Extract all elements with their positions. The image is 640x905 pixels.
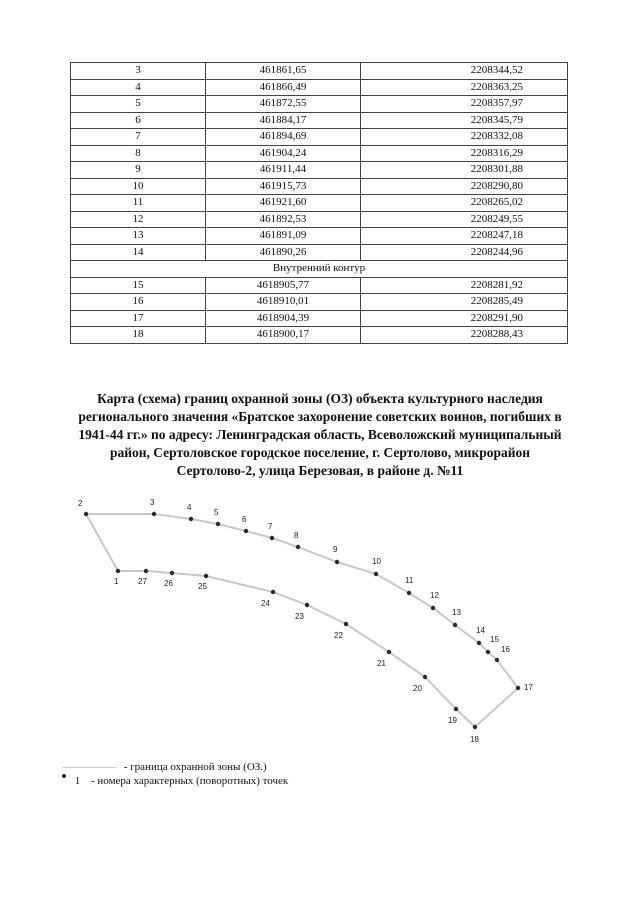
x-coordinate-cell: 4618900,17 — [206, 327, 361, 344]
map-point — [431, 606, 435, 610]
map-point-label: 5 — [214, 508, 219, 517]
y-coordinate-cell: 2208244,96 — [361, 244, 568, 261]
map-point-label: 16 — [501, 645, 510, 654]
map-point-label: 14 — [476, 626, 485, 635]
table-row — [71, 277, 568, 294]
y-coordinate-cell: 2208363,25 — [361, 79, 568, 96]
protection-zone-map — [0, 490, 640, 755]
x-coordinate-cell: 4618910,01 — [206, 294, 361, 311]
x-coordinate-cell: 461915,73 — [206, 178, 361, 195]
x-coordinate-cell: 461911,44 — [206, 162, 361, 179]
map-point — [516, 686, 520, 690]
title-line: Сертолово-2, улица Березовая, в районе д. №11 — [176, 463, 464, 478]
map-point — [495, 658, 499, 662]
point-number-cell: 16 — [71, 294, 206, 311]
table-row — [71, 96, 568, 113]
point-number-cell: 11 — [71, 195, 206, 212]
table-row — [71, 211, 568, 228]
map-point-label: 21 — [377, 659, 386, 668]
map-title — [70, 390, 570, 480]
point-number-cell: 3 — [71, 63, 206, 80]
map-point-label: 3 — [150, 498, 155, 507]
y-coordinate-cell: 2208285,49 — [361, 294, 568, 311]
map-point-label: 1 — [114, 577, 119, 586]
map-point-label: 15 — [490, 635, 499, 644]
section-label: Внутренний контур — [71, 261, 568, 278]
x-coordinate-cell: 461921,60 — [206, 195, 361, 212]
map-point-label: 24 — [261, 599, 270, 608]
map-point — [454, 707, 458, 711]
table-body-bottom — [71, 277, 568, 343]
x-coordinate-cell: 461884,17 — [206, 112, 361, 129]
map-point — [344, 622, 348, 626]
point-number-cell: 18 — [71, 327, 206, 344]
map-point-label: 12 — [430, 591, 439, 600]
x-coordinate-cell: 461861,65 — [206, 63, 361, 80]
map-point — [152, 512, 156, 516]
point-number-cell: 6 — [71, 112, 206, 129]
point-number-cell: 17 — [71, 310, 206, 327]
x-coordinate-cell: 461894,69 — [206, 129, 361, 146]
map-point — [244, 529, 248, 533]
map-point-label: 27 — [138, 577, 147, 586]
point-number-cell: 10 — [71, 178, 206, 195]
table-section — [71, 261, 568, 278]
map-point-label: 6 — [242, 515, 247, 524]
map-point-label: 26 — [164, 579, 173, 588]
title-line: 1941-44 гг.» по адресу: Ленинградская область, Всеволожский муниципальный — [78, 427, 562, 442]
point-number-cell: 15 — [71, 277, 206, 294]
map-point-label: 7 — [268, 522, 273, 531]
section-row — [71, 261, 568, 278]
map-point-label: 20 — [413, 684, 422, 693]
map-point — [84, 512, 88, 516]
map-point-label: 10 — [372, 557, 381, 566]
table-body-top — [71, 63, 568, 261]
map-point-label: 8 — [294, 531, 299, 540]
title-line: район, Сертоловское городское поселение, г. Сертолово, микрорайон — [109, 445, 531, 460]
map-point — [477, 641, 481, 645]
point-number-cell: 14 — [71, 244, 206, 261]
point-number-cell: 7 — [71, 129, 206, 146]
map-point — [374, 572, 378, 576]
map-point — [189, 517, 193, 521]
map-point-label: 9 — [333, 545, 338, 554]
x-coordinate-cell: 461890,26 — [206, 244, 361, 261]
point-dot-icon — [62, 774, 66, 778]
map-point-label: 25 — [198, 582, 207, 591]
map-point-label: 2 — [78, 499, 83, 508]
point-number-cell: 5 — [71, 96, 206, 113]
map-point — [204, 574, 208, 578]
y-coordinate-cell: 2208316,29 — [361, 145, 568, 162]
x-coordinate-cell: 4618905,77 — [206, 277, 361, 294]
y-coordinate-cell: 2208301,88 — [361, 162, 568, 179]
y-coordinate-cell: 2208247,18 — [361, 228, 568, 245]
y-coordinate-cell: 2208357,97 — [361, 96, 568, 113]
table-row — [71, 310, 568, 327]
map-point — [335, 560, 339, 564]
y-coordinate-cell: 2208291,90 — [361, 310, 568, 327]
x-coordinate-cell: 4618904,39 — [206, 310, 361, 327]
x-coordinate-cell: 461872,55 — [206, 96, 361, 113]
point-number-cell: 13 — [71, 228, 206, 245]
map-point-label: 4 — [187, 503, 192, 512]
y-coordinate-cell: 2208249,55 — [361, 211, 568, 228]
point-number-cell: 8 — [71, 145, 206, 162]
legend-boundary — [62, 760, 267, 774]
boundary-line-swatch — [62, 767, 117, 768]
x-coordinate-cell: 461892,53 — [206, 211, 361, 228]
y-coordinate-cell: 2208265,02 — [361, 195, 568, 212]
map-point-label: 22 — [334, 631, 343, 640]
table-row — [71, 228, 568, 245]
map-point — [423, 675, 427, 679]
y-coordinate-cell: 2208345,79 — [361, 112, 568, 129]
map-point — [486, 650, 490, 654]
table-row — [71, 178, 568, 195]
map-point-label: 17 — [524, 683, 533, 692]
map-point — [170, 571, 174, 575]
table-row — [71, 129, 568, 146]
map-point — [296, 545, 300, 549]
table-row — [71, 145, 568, 162]
map-point — [453, 623, 457, 627]
map-point — [473, 725, 477, 729]
map-point — [387, 650, 391, 654]
map-point-label: 13 — [452, 608, 461, 617]
x-coordinate-cell: 461891,09 — [206, 228, 361, 245]
point-number-cell: 12 — [71, 211, 206, 228]
legend-points — [62, 774, 288, 788]
y-coordinate-cell: 2208344,52 — [361, 63, 568, 80]
table-row — [71, 195, 568, 212]
legend-point-number: 1 — [74, 775, 81, 787]
y-coordinate-cell: 2208290,80 — [361, 178, 568, 195]
map-point — [407, 591, 411, 595]
map-point — [216, 522, 220, 526]
point-number-cell: 4 — [71, 79, 206, 96]
point-number-cell: 9 — [71, 162, 206, 179]
map-point — [116, 569, 120, 573]
table-row — [71, 294, 568, 311]
map-point-label: 11 — [405, 576, 414, 585]
map-point — [270, 536, 274, 540]
y-coordinate-cell: 2208281,92 — [361, 277, 568, 294]
table-row — [71, 79, 568, 96]
coordinates-table — [70, 62, 568, 344]
table-row — [71, 63, 568, 80]
map-point — [144, 569, 148, 573]
map-point-label: 23 — [295, 612, 304, 621]
title-line: регионального значения «Братское захоронение советских воинов, погибших в — [78, 409, 562, 424]
table-row — [71, 162, 568, 179]
table-row — [71, 112, 568, 129]
map-point-label: 19 — [448, 716, 457, 725]
title-line: Карта (схема) границ охранной зоны (ОЗ) объекта культурного наследия — [97, 391, 543, 406]
legend-points-text: - номера характерных (поворотных) точек — [91, 775, 289, 787]
legend-boundary-text: - граница охранной зоны (ОЗ.) — [123, 761, 267, 773]
table-row — [71, 244, 568, 261]
y-coordinate-cell: 2208288,43 — [361, 327, 568, 344]
x-coordinate-cell: 461904,24 — [206, 145, 361, 162]
x-coordinate-cell: 461866,49 — [206, 79, 361, 96]
map-point — [271, 590, 275, 594]
map-point-label: 18 — [470, 735, 479, 744]
y-coordinate-cell: 2208332,08 — [361, 129, 568, 146]
map-point — [305, 603, 309, 607]
table-row — [71, 327, 568, 344]
